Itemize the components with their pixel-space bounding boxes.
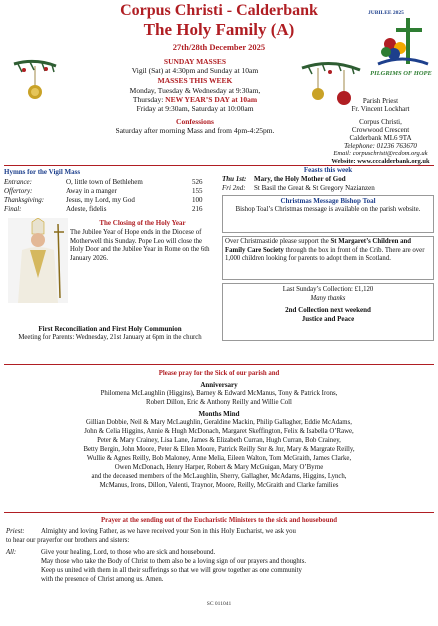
- christmas-message-body: Bishop Toal’s Christmas message is available on the parish website.: [235, 206, 421, 213]
- sick-heading: Please pray for the Sick of our parish and: [158, 370, 280, 377]
- week-masses-line: Friday at 9:30am, Saturday at 10:00am: [136, 104, 254, 113]
- date-line: 27th/28th December 2025: [172, 42, 266, 52]
- website[interactable]: Website: www.cccalderbank.org.uk: [331, 158, 430, 165]
- prayer-heading: Prayer at the sending out of the Eucharistic Ministers to the sick and housebound: [100, 517, 338, 524]
- months-mind-line: McManus, Irons, Dillon, Valenti, Traynor, Moore, Reilly, McGraith and Clarke families: [99, 482, 339, 489]
- anniversary-line: Philomena McLaughlin (Higgins), Barney & Edward McManus, Tony & Patrick Irons,: [100, 390, 338, 397]
- hymn-number: 216: [192, 205, 203, 213]
- hymn-label: Entrance:: [4, 178, 32, 186]
- hymn-title: Away in a manger: [66, 187, 117, 195]
- address-line: Calderbank ML6 9TA: [349, 134, 412, 142]
- prayer-all-text: May those who take the Body of Christ to them also be a loving sign of our prayers and thoughts.: [41, 558, 307, 565]
- feast-name: St Basil the Great & St Gregory Nazianzen: [254, 184, 375, 192]
- months-mind-line: Gillian Dobbie, Neil & Mary McLaughlin, Geraldine Mackin, Philip Gallagher, Eddie McAdams,: [86, 419, 352, 426]
- sunday-masses-heading: SUNDAY MASSES: [163, 57, 227, 66]
- new-years-day-mass: NEW YEAR’S DAY at 10am: [165, 95, 258, 104]
- anniversary-line: Robert Dillon, Eric & Anthony Reilly and Willie Coll: [146, 399, 292, 406]
- week-masses-line: Monday, Tuesday & Wednesday at 9:30am,: [129, 86, 261, 95]
- second-collection-heading: 2nd Collection next weekend: [285, 306, 371, 314]
- pope-image: [8, 218, 68, 303]
- christmas-message-heading: Christmas Message Bishop Toal: [280, 197, 376, 205]
- confessions-heading: Confessions: [176, 117, 214, 126]
- prayer-priest-label: Priest:: [6, 528, 25, 535]
- hymn-label: Final:: [4, 205, 22, 213]
- charity-number: SC 011041: [206, 601, 232, 607]
- months-mind-line: Betty Bergin, John Moore, Peter & Ellen Moore, Patrick Reilly Snr & Jnr, Mary & Margrate Reilly,: [83, 446, 355, 453]
- feast-day: Fri 2nd:: [222, 184, 246, 192]
- st-margarets-intro: Over Christmastide please support the: [225, 238, 331, 245]
- first-communion-body: Meeting for Parents: Wednesday, 21st January at 6pm in the church: [18, 334, 202, 341]
- months-mind-line: Owen McDonach, Henry Harper, Robert & Mary McGuigan, Mary O’Byrne: [114, 464, 324, 471]
- feast-name: Mary, the Holy Mother of God: [254, 175, 346, 183]
- jubilee-logo: [368, 10, 434, 88]
- divider: [4, 512, 434, 513]
- collection-thanks: Many thanks: [310, 295, 346, 302]
- months-mind-line: Wullie & Agnes Reilly, Bob Maloney, Anne Melia, Eileen Walton, Tom McGraith, James Clarke,: [86, 455, 352, 462]
- hymn-label: Offertory:: [4, 187, 33, 195]
- logo-pilgrims-text: PILGRIMS OF HOPE: [370, 70, 432, 77]
- week-masses-newyear-line: [60, 95, 330, 104]
- week-masses-heading: MASSES THIS WEEK: [157, 76, 233, 85]
- holy-year-body: The Jubilee Year of Hope ends in the Diocese of Motherwell this Sunday. Pope Leo will close the Holy Door and the Jubilee Year in Rome on the 6th January 2026.: [70, 229, 210, 262]
- prayer-priest-text-cont: to hear our prayerfor our brothers and sisters:: [6, 537, 130, 544]
- hymn-title: Jesus, my Lord, my God: [66, 196, 135, 204]
- parish-priest-name: Fr. Vincent Lockhart: [351, 105, 410, 113]
- hymn-number: 526: [192, 178, 203, 186]
- divider: [4, 364, 434, 365]
- sunday-masses-times: Vigil (Sat) at 4:30pm and Sunday at 10am: [131, 66, 259, 75]
- hymn-number: 155: [192, 187, 203, 195]
- jubilee-cross-icon: [374, 14, 430, 70]
- hymn-title: Adeste, fidelis: [66, 205, 107, 213]
- feasts-heading: Feasts this week: [303, 166, 353, 174]
- address-line: Corpus Christi,: [359, 118, 402, 126]
- logo-year-text: JUBILEE 2025: [368, 10, 404, 16]
- st-margarets-body: [225, 238, 433, 264]
- months-mind-line: and the deceased members of the McLaughlin, Sherry, Gallagher, McAdams, Higgins, Lynch,: [91, 473, 347, 480]
- months-mind-heading: Months Mind: [198, 410, 240, 418]
- prayer-all-text: Give your healing, Lord, to those who are sick and housebound.: [41, 549, 216, 556]
- telephone: Telephone: 01236 763670: [344, 142, 417, 150]
- address-line: Crowwood Crescent: [351, 126, 410, 134]
- hymns-heading: Hymns for the Vigil Mass: [4, 168, 81, 176]
- prayer-priest-text: Almighty and loving Father, as we have received your Son in this Holy Eucharist, we ask you: [41, 528, 296, 535]
- feast-title: The Holy Family (A): [143, 20, 295, 39]
- parish-priest-label: Parish Priest: [362, 97, 399, 105]
- ornament-left-icon: [12, 58, 58, 108]
- parish-name: Corpus Christi - Calderbank: [120, 2, 318, 19]
- hymn-title: O, little town of Bethlehem: [66, 178, 143, 186]
- confessions-times: Saturday after morning Mass and from 4pm-4:25pm.: [115, 126, 275, 135]
- anniversary-heading: Anniversary: [200, 381, 238, 389]
- week-masses-thursday: Thursday:: [132, 95, 166, 104]
- prayer-all-label: All:: [6, 549, 17, 556]
- second-collection-cause: Justice and Peace: [301, 315, 355, 323]
- hymn-label: Thanksgiving:: [4, 196, 45, 204]
- months-mind-line: Peter & Mary Crainey, Lisa Lane, James & Elizabeth Curran, Hugh Curran, Bob Crainey,: [97, 437, 341, 444]
- months-mind-line: John & Celia Higgins, Annie & Hugh McDonach, Margaret Skeffington, Felix & Isabella O’Rawe,: [84, 428, 354, 435]
- st-margarets-details: through the box in front of the Crib. There are over 1,000 children looking for parents to adopt them in Scotland.: [225, 246, 425, 262]
- holy-year-heading: The Closing of the Holy Year: [99, 219, 186, 227]
- prayer-all-text: with the presence of Christ among us. Amen.: [41, 576, 164, 583]
- hymn-number: 100: [192, 196, 203, 204]
- st-margarets-society: St Margaret’s Children and Family Care Society: [225, 238, 412, 254]
- prayer-all-text: Keep us united with them in all their sufferings so that we will grow together as one community: [41, 567, 302, 574]
- first-communion-heading: First Reconciliation and First Holy Communion: [38, 325, 182, 333]
- email[interactable]: Email: corpuschristi@rcdom.org.uk: [333, 150, 428, 157]
- feast-day: Thu 1st:: [222, 175, 247, 183]
- last-collection: Last Sunday’s Collection: £1,120: [282, 286, 374, 293]
